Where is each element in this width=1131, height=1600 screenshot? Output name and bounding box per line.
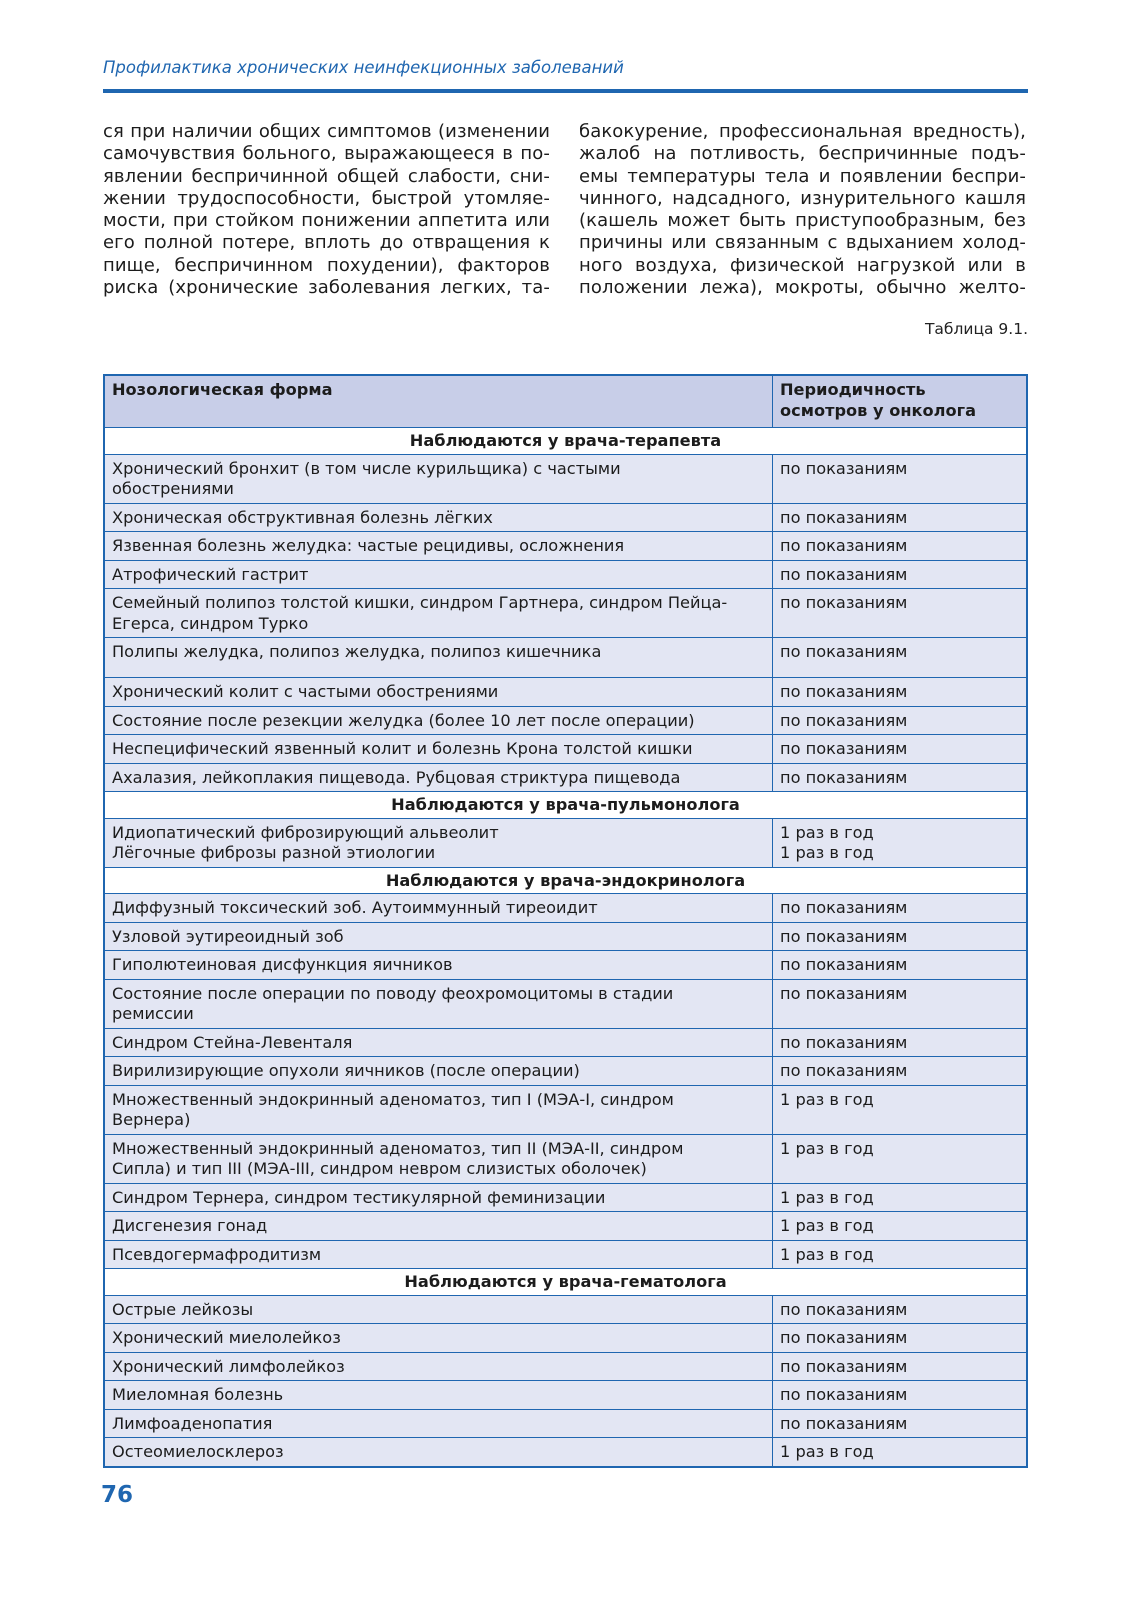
cell-line: по показаниям — [780, 955, 908, 974]
cell-exam-frequency — [773, 922, 1028, 951]
cell-exam-frequency — [773, 1352, 1028, 1381]
table-row — [104, 1295, 1027, 1324]
cell-line: ремиссии — [112, 1004, 194, 1023]
cell-exam-frequency — [773, 1438, 1028, 1467]
cell-exam-frequency — [773, 706, 1028, 735]
page-number: 76 — [101, 1482, 134, 1508]
cell-line: 1 раз в год — [780, 1187, 874, 1207]
cell-line: по показаниям — [780, 926, 908, 946]
body-text-line: риска (хронические заболевания легких, та- — [103, 277, 550, 299]
cell-line: 1 раз в год — [780, 1442, 874, 1461]
cell-line: Остеомиелосклероз — [112, 1442, 284, 1461]
cell-line: по показаниям — [780, 1032, 908, 1052]
table-row — [104, 1183, 1027, 1212]
cell-line: по показаниям — [780, 593, 908, 612]
cell-nosological-form — [104, 1085, 773, 1134]
body-text-line: мости, при стойком понижении аппетита или — [103, 210, 550, 232]
cell-exam-frequency — [773, 1028, 1028, 1057]
table-row — [104, 503, 1027, 532]
cell-exam-frequency — [773, 735, 1028, 764]
table-row — [104, 678, 1027, 707]
section-title: Наблюдаются у врача-терапевта — [104, 428, 1027, 455]
cell-nosological-form — [104, 1352, 773, 1381]
cell-line: по показаниям — [780, 1356, 908, 1376]
table-row — [104, 979, 1027, 1028]
body-text-right-column — [579, 121, 1026, 299]
cell-exam-frequency — [773, 454, 1028, 503]
cell-line: Состояние после операции по поводу феохромоцитомы в стадии — [112, 983, 674, 1003]
cell-nosological-form — [104, 560, 773, 589]
cell-nosological-form — [104, 818, 773, 867]
cell-nosological-form — [104, 951, 773, 980]
table-row — [104, 951, 1027, 980]
body-text-line: явлении беспричинной общей слабости, сни- — [103, 165, 550, 187]
cell-exam-frequency — [773, 532, 1028, 561]
cell-exam-frequency — [773, 1085, 1028, 1134]
cell-line: Миеломная болезнь — [112, 1385, 284, 1404]
cell-line: Псевдогермафродитизм — [112, 1244, 322, 1264]
cell-line: Егерса, синдром Турко — [112, 613, 309, 633]
cell-line: Гиполютеиновая дисфункция яичников — [112, 955, 453, 974]
cell-line: по показаниям — [780, 898, 908, 917]
cell-line: по показаниям — [780, 767, 908, 787]
table-row — [104, 894, 1027, 923]
body-text-line: причины или связанным с вдыханием холод- — [579, 232, 1026, 254]
body-text-line: самочувствия больного, выражающееся в по- — [103, 143, 550, 165]
header-cell-period-line: Периодичность — [780, 380, 926, 399]
body-text-line: жалоб на потливость, беспричинные подъ- — [579, 143, 1026, 165]
cell-line: Вернера) — [112, 1110, 191, 1129]
cell-exam-frequency — [773, 1240, 1028, 1269]
table-row — [104, 1057, 1027, 1086]
cell-exam-frequency — [773, 1409, 1028, 1438]
cell-line: 1 раз в год — [780, 1138, 874, 1158]
section-title: Наблюдаются у врача-эндокринолога — [104, 867, 1027, 894]
cell-nosological-form — [104, 1295, 773, 1324]
body-text-line: емы температуры тела и появлении беспри- — [579, 165, 1026, 187]
cell-nosological-form — [104, 1028, 773, 1057]
cell-nosological-form — [104, 706, 773, 735]
cell-nosological-form — [104, 1240, 773, 1269]
cell-line: по показаниям — [780, 507, 908, 527]
body-text-line: пище, беспричинном похудении), факторов — [103, 254, 550, 276]
cell-line: Хронический лимфолейкоз — [112, 1356, 345, 1376]
cell-exam-frequency — [773, 678, 1028, 707]
body-text-line: его полной потере, вплоть до отвращения к — [103, 232, 550, 254]
cell-nosological-form — [104, 763, 773, 792]
cell-nosological-form — [104, 1057, 773, 1086]
running-header: Профилактика хронических неинфекционных заболеваний — [103, 58, 624, 77]
cell-line: Идиопатический фиброзирующий альвеолит — [112, 822, 499, 842]
cell-line: Множественный эндокринный аденоматоз, тип II (МЭА-II, синдром — [112, 1138, 684, 1158]
cell-nosological-form — [104, 922, 773, 951]
cell-line: Диффузный токсический зоб. Аутоиммунный тиреоидит — [112, 898, 598, 917]
table-row — [104, 454, 1027, 503]
table-row — [104, 922, 1027, 951]
table-row — [104, 560, 1027, 589]
cell-exam-frequency — [773, 818, 1028, 867]
cell-exam-frequency — [773, 1212, 1028, 1241]
cell-line: Язвенная болезнь желудка: частые рецидивы, осложнения — [112, 536, 625, 555]
table-row — [104, 1028, 1027, 1057]
cell-nosological-form — [104, 1409, 773, 1438]
cell-line: Острые лейкозы — [112, 1299, 254, 1319]
cell-line: Синдром Стейна-Левенталя — [112, 1032, 353, 1052]
cell-line: по показаниям — [780, 564, 908, 584]
table-row — [104, 735, 1027, 764]
cell-line: по показаниям — [780, 1299, 908, 1319]
table-header-row — [104, 375, 1027, 428]
table-row — [104, 1212, 1027, 1241]
section-row — [104, 1269, 1027, 1296]
section-row — [104, 428, 1027, 455]
cell-exam-frequency — [773, 979, 1028, 1028]
cell-line: Дисгенезия гонад — [112, 1216, 268, 1235]
cell-line: Атрофический гастрит — [112, 564, 309, 584]
cell-exam-frequency — [773, 951, 1028, 980]
cell-line: по показаниям — [780, 1061, 908, 1080]
cell-exam-frequency — [773, 1183, 1028, 1212]
cell-exam-frequency — [773, 1134, 1028, 1183]
table-row — [104, 1240, 1027, 1269]
cell-line: по показаниям — [780, 536, 908, 555]
header-rule — [103, 89, 1028, 93]
table-row — [104, 763, 1027, 792]
cell-line: Состояние после резекции желудка (более 10 лет после операции) — [112, 710, 695, 730]
cell-line: по показаниям — [780, 739, 908, 758]
table-row — [104, 706, 1027, 735]
oncology-observation-table — [103, 374, 1028, 1468]
section-title: Наблюдаются у врача-пульмонолога — [104, 792, 1027, 819]
cell-line: по показаниям — [780, 1328, 908, 1347]
cell-line: Лёгочные фиброзы разной этиологии — [112, 843, 436, 862]
table-row — [104, 818, 1027, 867]
cell-line: обострениями — [112, 479, 234, 498]
table-row — [104, 1134, 1027, 1183]
cell-line: Сипла) и тип III (МЭА-III, синдром невром слизистых оболочек) — [112, 1159, 647, 1178]
cell-nosological-form — [104, 735, 773, 764]
table-row — [104, 1438, 1027, 1467]
cell-exam-frequency — [773, 1324, 1028, 1353]
cell-nosological-form — [104, 678, 773, 707]
cell-nosological-form — [104, 1381, 773, 1410]
cell-line: по показаниям — [780, 1413, 908, 1433]
cell-line: 1 раз в год — [780, 843, 874, 862]
cell-line: по показаниям — [780, 458, 908, 478]
cell-exam-frequency — [773, 638, 1028, 678]
cell-line: Полипы желудка, полипоз желудка, полипоз кишечника — [112, 642, 602, 661]
cell-line: 1 раз в год — [780, 1244, 874, 1264]
cell-exam-frequency — [773, 1057, 1028, 1086]
cell-line: Ахалазия, лейкоплакия пищевода. Рубцовая стриктура пищевода — [112, 767, 681, 787]
cell-line: по показаниям — [780, 983, 908, 1003]
header-cell-form: Нозологическая форма — [104, 375, 773, 428]
cell-exam-frequency — [773, 1381, 1028, 1410]
table-row — [104, 1381, 1027, 1410]
cell-line: Синдром Тернера, синдром тестикулярной феминизации — [112, 1187, 606, 1207]
cell-nosological-form — [104, 979, 773, 1028]
body-text-line: ся при наличии общих симптомов (изменении — [103, 121, 550, 142]
cell-line: Хроническая обструктивная болезнь лёгких — [112, 507, 493, 527]
cell-nosological-form — [104, 1438, 773, 1467]
cell-exam-frequency — [773, 589, 1028, 638]
cell-line: по показаниям — [780, 642, 908, 661]
cell-exam-frequency — [773, 894, 1028, 923]
cell-nosological-form — [104, 589, 773, 638]
cell-nosological-form — [104, 454, 773, 503]
body-text-line: ного воздуха, физической нагрузкой или в — [579, 254, 1026, 276]
cell-exam-frequency — [773, 1295, 1028, 1324]
table-row — [104, 638, 1027, 678]
cell-exam-frequency — [773, 503, 1028, 532]
cell-nosological-form — [104, 1134, 773, 1183]
cell-line: Семейный полипоз толстой кишки, синдром Гартнера, синдром Пейца- — [112, 593, 728, 612]
cell-nosological-form — [104, 638, 773, 678]
table-row — [104, 532, 1027, 561]
body-text-line: положении лежа), мокроты, обычно желто- — [579, 277, 1026, 299]
cell-line: по показаниям — [780, 710, 908, 730]
cell-line: Вирилизирующие опухоли яичников (после операции) — [112, 1061, 580, 1080]
cell-nosological-form — [104, 503, 773, 532]
cell-line: Неспецифический язвенный колит и болезнь Крона толстой кишки — [112, 739, 693, 758]
cell-line: 1 раз в год — [780, 1216, 874, 1235]
cell-nosological-form — [104, 1212, 773, 1241]
cell-line: по показаниям — [780, 1385, 908, 1404]
table-row — [104, 1409, 1027, 1438]
table-row — [104, 589, 1027, 638]
cell-line: Множественный эндокринный аденоматоз, тип I (МЭА-I, синдром — [112, 1089, 674, 1109]
table-row — [104, 1085, 1027, 1134]
cell-line: по показаниям — [780, 682, 908, 701]
cell-line: Хронический бронхит (в том числе курильщика) с частыми — [112, 458, 621, 478]
cell-line: Узловой эутиреоидный зоб — [112, 926, 344, 946]
cell-exam-frequency — [773, 763, 1028, 792]
cell-line: Хронический миелолейкоз — [112, 1328, 341, 1347]
section-title: Наблюдаются у врача-гематолога — [104, 1269, 1027, 1296]
cell-line: Лимфоаденопатия — [112, 1413, 273, 1433]
header-cell-period — [773, 375, 1028, 428]
body-text-line: (кашель может быть приступообразным, без — [579, 210, 1026, 232]
cell-nosological-form — [104, 532, 773, 561]
cell-line: 1 раз в год — [780, 1089, 874, 1109]
table-row — [104, 1324, 1027, 1353]
body-text-line: жении трудоспособности, быстрой утомляе- — [103, 187, 550, 209]
section-row — [104, 792, 1027, 819]
section-row — [104, 867, 1027, 894]
table-row — [104, 1352, 1027, 1381]
cell-nosological-form — [104, 894, 773, 923]
header-cell-period-line: осмотров у онколога — [780, 400, 976, 420]
body-text-line: бакокурение, профессиональная вредность), — [579, 121, 1026, 142]
cell-nosological-form — [104, 1324, 773, 1353]
body-text-left-column — [103, 121, 550, 299]
cell-line: Хронический колит с частыми обострениями — [112, 682, 499, 701]
cell-nosological-form — [104, 1183, 773, 1212]
cell-line: 1 раз в год — [780, 822, 874, 842]
body-text-line: чинного, надсадного, изнурительного кашля — [579, 187, 1026, 209]
table-caption: Таблица 9.1. — [924, 320, 1028, 338]
cell-exam-frequency — [773, 560, 1028, 589]
